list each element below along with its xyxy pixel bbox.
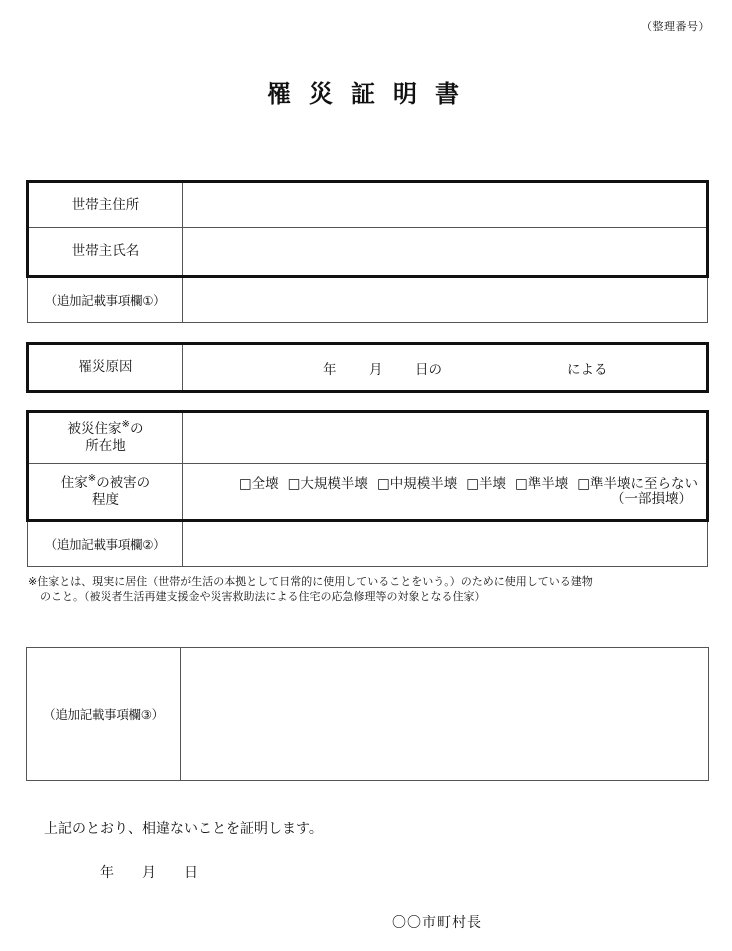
additional-1-field[interactable]	[183, 277, 708, 323]
certification-statement: 上記のとおり、相違ないことを証明します。	[44, 821, 323, 837]
damage-option-quasi-half[interactable]: □準半壊	[514, 475, 569, 492]
house-location-label: 被災住家※の 所在地	[28, 412, 183, 464]
additional-2-label: （追加記載事項欄②）	[28, 521, 183, 567]
damage-option-partial[interactable]: □準半壊に至らない	[577, 475, 698, 492]
damage-option-half[interactable]: □半壊	[466, 475, 506, 492]
cause-label: 罹災原因	[28, 344, 183, 392]
cause-field[interactable]	[183, 344, 708, 392]
issue-date-year: 年	[100, 865, 114, 881]
household-address-field[interactable]	[183, 182, 708, 228]
additional-2-field[interactable]	[183, 521, 708, 567]
issuer-name: 〇〇市町村長	[392, 915, 482, 931]
cause-month: 月	[369, 361, 383, 378]
damage-option-large-scale-half[interactable]: □大規模半壊	[287, 475, 368, 492]
cause-day: 日の	[415, 361, 442, 378]
house-table	[26, 410, 709, 567]
household-address-label: 世帯主住所	[28, 182, 183, 228]
damage-option-total-collapse[interactable]: □全壊	[238, 475, 279, 492]
damage-option-medium-scale-half[interactable]: □中規模半壊	[376, 475, 458, 492]
reference-number-label: （整理番号）	[641, 20, 710, 33]
page-title: 罹災証明書	[267, 80, 477, 108]
house-definition-note	[28, 574, 718, 604]
damage-level-options	[183, 464, 708, 521]
household-name-label: 世帯主氏名	[28, 228, 183, 277]
additional-1-label: （追加記載事項欄①）	[28, 277, 183, 323]
additional-3-label: （追加記載事項欄③）	[27, 648, 181, 781]
note-line-2: のこと。（被災者生活再建支援金や災害救助法による住宅の応急修理等の対象となる住家）	[40, 590, 486, 603]
damage-option-partial-sub: （一部損壊）	[611, 490, 692, 507]
additional-3-field[interactable]	[181, 648, 709, 781]
house-location-field[interactable]	[183, 412, 708, 464]
damage-level-label: 住家※の被害の 程度	[28, 464, 183, 521]
household-name-field[interactable]	[183, 228, 708, 277]
cause-by: による	[567, 361, 608, 378]
cause-year: 年	[323, 361, 337, 378]
additional-3-table	[26, 647, 709, 781]
cause-table	[26, 342, 709, 393]
note-line-1: ※住家とは、現実に居住（世帯が生活の本拠として日常的に使用していることをいう。）のために使用している建物	[28, 575, 593, 588]
issue-date-month: 月	[142, 865, 156, 881]
issue-date-day: 日	[184, 865, 198, 881]
household-table	[26, 180, 709, 323]
